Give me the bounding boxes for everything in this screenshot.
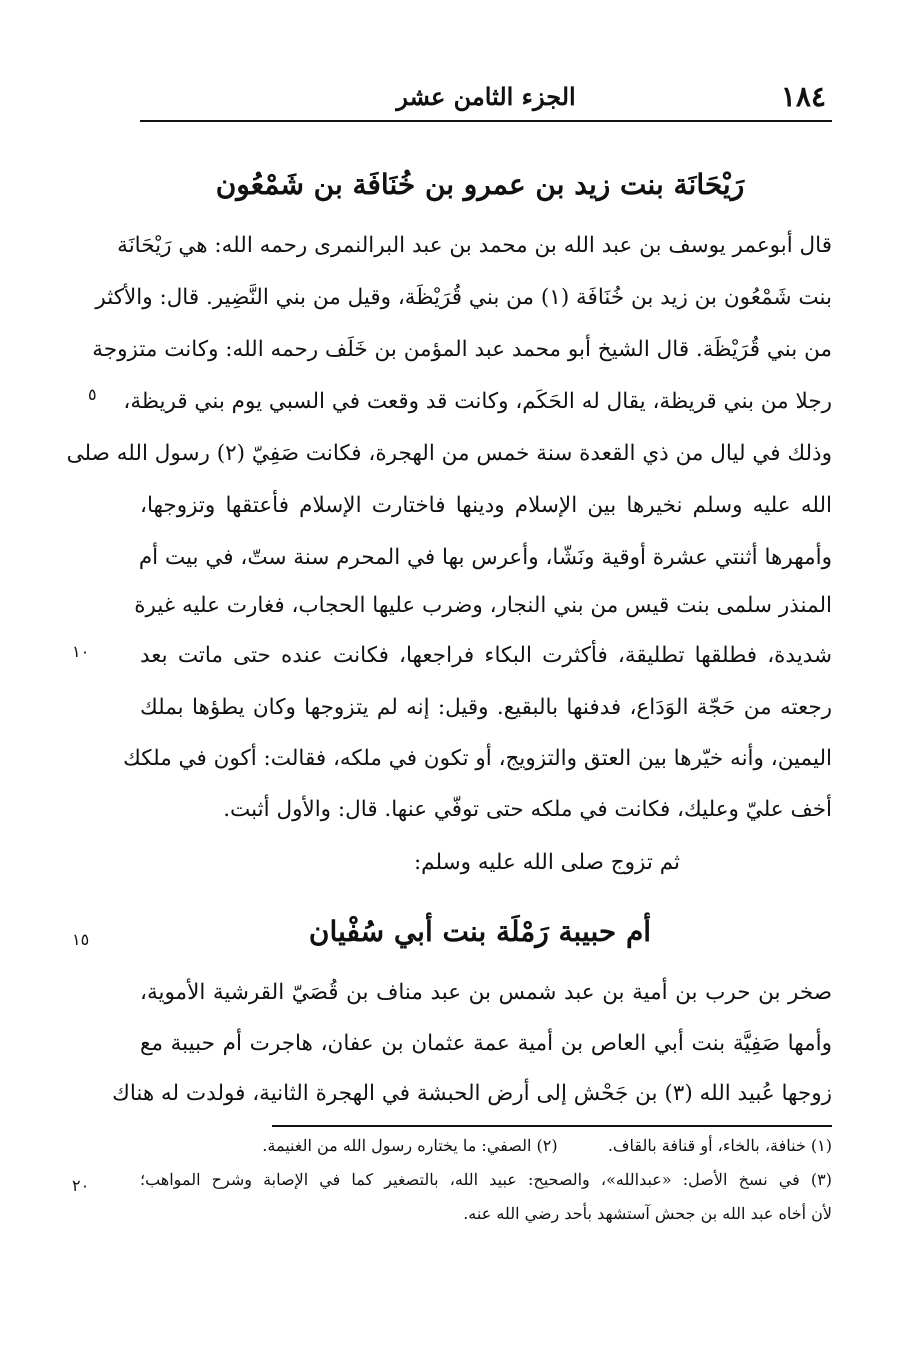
text-line: أخف عليّ وعليك، فكانت في ملكه حتى توفّي عنها. قال: والأول أثبت. <box>223 797 832 822</box>
text-line: زوجها عُبيد الله (٣) بن جَحْش إلى أرض الحبشة في الهجرة الثانية، فولدت له هناك <box>112 1081 832 1106</box>
footnote-line <box>140 1138 832 1154</box>
section-title-rayhana: رَيْحَانَة بنت زيد بن عمرو بن خُنَافَة بن شَمْعُون <box>215 168 745 201</box>
text-line: قال أبوعمر يوسف بن عبد الله بن محمد بن عبد البرالنمرى رحمه الله: هي رَيْحَانَة <box>117 233 832 258</box>
page-number: ١٨٤ <box>780 80 826 113</box>
footnote-rule <box>272 1125 832 1127</box>
text-line: وذلك في ليال من ذي القعدة سنة خمس من الهجرة، فكانت صَفِيّ (٢) رسول الله صلى <box>66 441 832 466</box>
running-head: الجزء الثامن عشر <box>396 82 576 111</box>
margin-line-number: ٥ <box>88 385 97 404</box>
margin-line-number: ١٠ <box>72 642 90 661</box>
text-line: رجعته من حَجّة الوَدَاع، فدفنها بالبقيع. وقيل: إنه لم يتزوجها وكان يطؤها بملك <box>140 695 832 720</box>
text-line: اليمين، وأنه خيّرها بين العتق والتزويج، أو تكون في ملكه، فقالت: أكون في ملكك <box>123 746 832 771</box>
text-line: الله عليه وسلم نخيرها بين الإسلام ودينها فاختارت الإسلام فأعتقها وتزوجها، <box>140 493 832 518</box>
page-header <box>140 78 832 120</box>
footnote-2: (٢) الصفي: ما يختاره رسول الله من الغنيمة. <box>262 1136 558 1155</box>
text-line: المنذر سلمى بنت قيس من بني النجار، وضرب عليها الحجاب، فغارت عليه غيرة <box>134 593 832 618</box>
margin-line-number: ١٥ <box>72 930 90 949</box>
footnote-3-line-2: لأن أخاه عبد الله بن جحش آستشهد بأحد رضي الله عنه. <box>463 1204 832 1223</box>
section-title-umm-habiba: أم حبيبة رَمْلَة بنت أبي سُفْيان <box>308 915 652 948</box>
margin-line-number: ٢٠ <box>72 1176 90 1195</box>
text-line: صخر بن حرب بن أمية بن عبد شمس بن عبد مناف بن قُصَيّ القرشية الأموية، <box>140 980 832 1005</box>
text-line: رجلا من بني قريظة، يقال له الحَكَم، وكانت قد وقعت في السبي يوم بني قريظة، <box>123 389 832 414</box>
text-line: وأمها صَفِيَّة بنت أبي العاص بن أمية عمة عثمان بن عفان، هاجرت أم حبيبة مع <box>140 1031 832 1056</box>
footnote-3-line-1: (٣) في نسخ الأصل: «عبدالله»، والصحيح: عبيد الله، بالتصغير كما في الإصابة وشرح المواهب؛ <box>140 1170 832 1189</box>
text-line: من بني قُرَيْظَة. قال الشيخ أبو محمد عبد المؤمن بن خَلَف رحمه الله: وكانت متزوجة <box>92 337 832 362</box>
text-line: بنت شَمْعُون بن زيد بن خُنَافَة (١) من بني قُرَيْظَة، وقيل من بني النَّضِير. قال: والأكثر <box>95 285 832 310</box>
closing-line: ثم تزوج صلى الله عليه وسلم: <box>413 850 680 875</box>
footnote-1: (١) خنافة، بالخاء، أو قنافة بالقاف. <box>607 1136 832 1155</box>
header-rule <box>140 120 832 122</box>
text-line: وأمهرها أثنتي عشرة أوقية ونَشّا، وأعرس بها في المحرم سنة ستّ، في بيت أم <box>138 545 832 570</box>
text-line: شديدة، فطلقها تطليقة، فأكثرت البكاء فراجعها، فكانت عنده حتى ماتت بعد <box>140 643 832 668</box>
